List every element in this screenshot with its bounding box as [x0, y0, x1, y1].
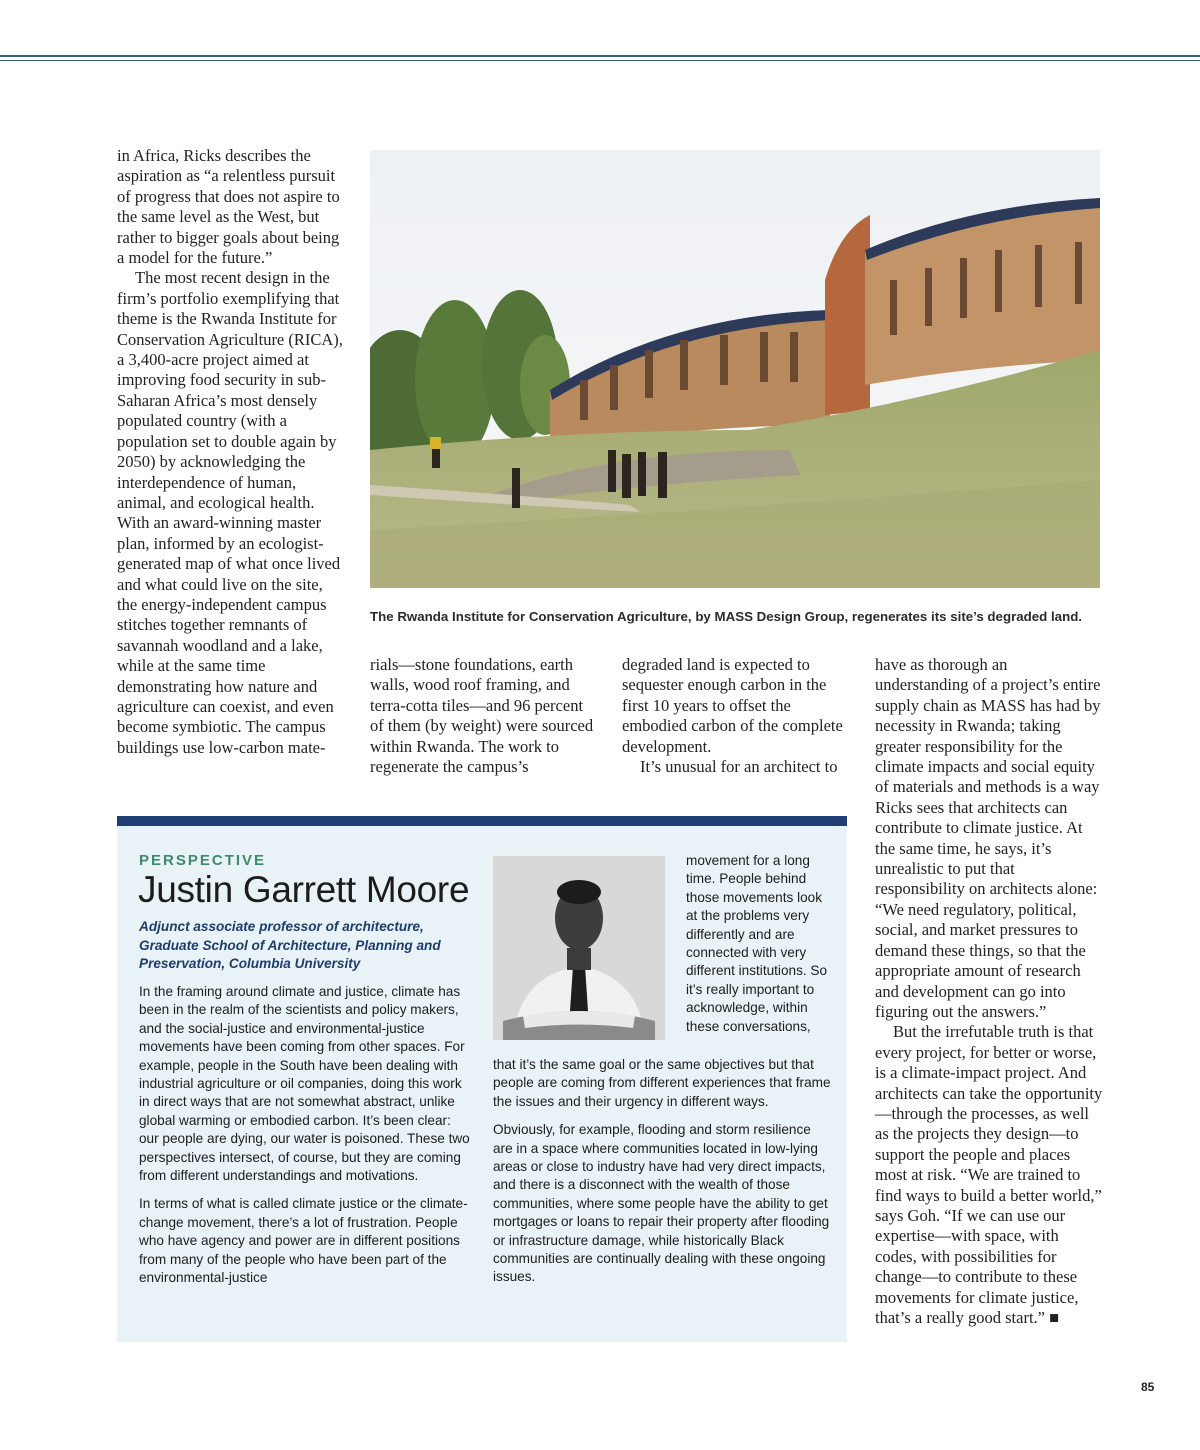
- perspective-right-top: [686, 852, 836, 1036]
- article-column-4: [875, 655, 1103, 1328]
- page-number: 85: [1141, 1380, 1155, 1394]
- article-column-2: [370, 655, 598, 777]
- perspective-paragraph: movement for a long time. People behind those movements look at the problems very differently and are connected with very different institutions. So it’s really important to acknowledge, within these conversations,: [686, 853, 828, 1034]
- article-paragraph: in Africa, Ricks describes the aspiration as “a relentless pursuit of progress that does not aspire to the same level as the West, but rather to bigger goals about being a model for the future.”: [117, 146, 340, 268]
- perspective-left-column: [139, 983, 474, 1298]
- perspective-top-bar: [117, 816, 847, 826]
- article-paragraph: rials—stone foundations, earth walls, wood roof framing, and terra-cotta tiles—and 96 percent of them (by weight) were sourced within Rwanda. The work to regenerate the campus’s: [370, 655, 594, 777]
- perspective-right-column: [493, 1056, 833, 1297]
- header-rule-thin: [0, 60, 1200, 61]
- rica-campus-photo: [370, 150, 1100, 588]
- header-rule: [0, 55, 1200, 57]
- perspective-paragraph: Obviously, for example, flooding and storm resilience are in a space where communities located in low-lying areas or close to industry have had very direct impacts, and there is a disconnect with the wealth of those communities, where some people have the ability to get mortgages or loans to repair their property after flooding or infrastructure damage, while historically Black communities are continually dealing with these ongoing issues.: [493, 1122, 830, 1285]
- portrait-photo: [493, 856, 665, 1040]
- article-column-1: [117, 146, 343, 758]
- photo-caption: The Rwanda Institute for Conservation Agriculture, by MASS Design Group, regenerates its site’s degraded land.: [370, 609, 1083, 624]
- article-paragraph: But the irrefutable truth is that every project, for better or worse, is a climate-impact project. And architects can take the opportunity—through the processes, as well as the projects they design—to support the people and places most at risk. “We are trained to find ways to build a better world,” says Goh. “If we can use our expertise—with space, with codes, with possibilities for change—to contribute to these movements for climate justice, that’s a really good start.” ■: [875, 1022, 1103, 1327]
- perspective-paragraph: that it’s the same goal or the same objectives but that people are coming from different experiences that frame the issues and their urgency in different ways.: [493, 1057, 831, 1109]
- article-paragraph: have as thorough an understanding of a project’s entire supply chain as MASS has had by necessity in Rwanda; taking greater responsibility for the climate impacts and social equity of materials and methods is a way Ricks sees that architects can contribute to climate justice. At the same time, he says, it’s unrealistic to put that responsibility on architects alone: “We need regulatory, political, social, and market pressures to demand these things, so that the appropriate amount of research and development can go into figuring out the answers.”: [875, 655, 1101, 1021]
- article-paragraph: The most recent design in the firm’s portfolio exemplifying that theme is the Rwanda Institute for Conservation Agriculture (RICA), a 3,400-acre project aimed at improving food security in sub-Saharan Africa’s most densely populated country (with a population set to double again by 2050) by acknowledging the interdependence of human, animal, and ecological health. With an award-winning master plan, informed by an ecologist-generated map of what once lived and what could live on the site, the energy-independent campus stitches together remnants of savannah woodland and a lake, while at the same time demonstrating how nature and agriculture can coexist, and even become symbiotic. The campus buildings use low-carbon mate-: [117, 268, 343, 757]
- article-paragraph: degraded land is expected to sequester enough carbon in the first 10 years to offset the embodied carbon of the complete development.: [622, 655, 843, 756]
- perspective-name: Justin Garrett Moore: [138, 869, 470, 910]
- article-column-3: [622, 655, 848, 777]
- article-paragraph: It’s unusual for an architect to: [640, 757, 838, 777]
- perspective-paragraph: In terms of what is called climate justice or the climate-change movement, there’s a lot of frustration. People who have agency and power are in different positions from many of the people who have been part of the environmental-justice: [139, 1196, 468, 1286]
- perspective-label: PERSPECTIVE: [139, 852, 267, 869]
- perspective-role: Adjunct associate professor of architecture, Graduate School of Architecture, Planning and Preservation, Columbia University: [139, 919, 441, 971]
- perspective-paragraph: In the framing around climate and justice, climate has been in the realm of the scientists and policy makers, and the social-justice and environmental-justice movements have been coming from other spaces. For example, people in the South have been dealing with industrial agriculture or oil companies, doing this work in direct ways that are not somewhat abstract, unlike global warming or embodied carbon. It’s been clear: our people are dying, our water is poisoned. These two perspectives intersect, of course, but they are coming from different understandings and motivations.: [139, 984, 470, 1184]
